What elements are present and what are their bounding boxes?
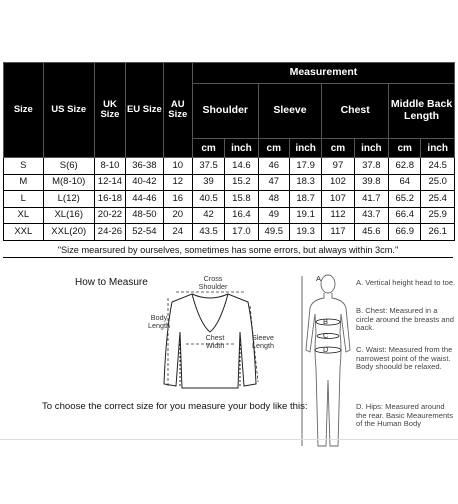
table-cell: 24.5 xyxy=(421,158,455,175)
header-au-size: AU Size xyxy=(163,63,192,158)
table-cell: 52-54 xyxy=(126,224,164,241)
table-cell: 47 xyxy=(258,174,289,191)
table-cell: 48 xyxy=(258,191,289,208)
size-table xyxy=(3,62,455,241)
divider xyxy=(0,439,458,440)
legend-item-b: B. Chest: Measured in a circle around the breasts and back. xyxy=(356,306,454,333)
header-us-size: US Size xyxy=(43,63,94,158)
measurement-note: "Size mearsured by ourselves, sometimes has some errors, but always within 3cm." xyxy=(3,245,453,258)
table-cell: 97 xyxy=(322,158,354,175)
table-cell: XL xyxy=(4,207,44,224)
table-cell: 39 xyxy=(192,174,224,191)
table-cell: 18.3 xyxy=(289,174,321,191)
table-cell: 8-10 xyxy=(94,158,125,175)
table-cell: 49.5 xyxy=(258,224,289,241)
table-cell: S xyxy=(4,158,44,175)
body-length-label: Body Length xyxy=(148,313,170,330)
table-cell: 20-22 xyxy=(94,207,125,224)
unit-header: cm xyxy=(389,139,421,158)
table-cell: 41.7 xyxy=(354,191,388,208)
table-cell: 19.1 xyxy=(289,207,321,224)
table-cell: 62.8 xyxy=(389,158,421,175)
header-sleeve: Sleeve xyxy=(258,84,322,139)
table-cell: 37.5 xyxy=(192,158,224,175)
unit-header: inch xyxy=(354,139,388,158)
table-cell: 17.9 xyxy=(289,158,321,175)
table-row xyxy=(4,207,455,224)
table-cell: XXL xyxy=(4,224,44,241)
table-cell: 43.7 xyxy=(354,207,388,224)
table-cell: 107 xyxy=(322,191,354,208)
figure-letter-a: A xyxy=(316,274,322,283)
table-cell: 18.7 xyxy=(289,191,321,208)
body-figure xyxy=(298,270,358,450)
table-cell: 14.6 xyxy=(225,158,258,175)
table-cell: 20 xyxy=(163,207,192,224)
figure-letter-d: D xyxy=(323,345,329,354)
table-cell: 16.4 xyxy=(225,207,258,224)
table-cell: 48-50 xyxy=(126,207,164,224)
table-cell: XXL(20) xyxy=(43,224,94,241)
table-cell: 15.2 xyxy=(225,174,258,191)
header-uk-size: UK Size xyxy=(94,63,125,158)
unit-header: cm xyxy=(258,139,289,158)
table-cell: 24 xyxy=(163,224,192,241)
legend-item-a: A. Vertical height head to toe. xyxy=(356,278,456,287)
table-cell: 42 xyxy=(192,207,224,224)
table-cell: 102 xyxy=(322,174,354,191)
header-middle-back-length: Middle Back Length xyxy=(389,84,455,139)
table-cell: 39.8 xyxy=(354,174,388,191)
table-row xyxy=(4,224,455,241)
header-measurement: Measurement xyxy=(192,63,454,84)
table-cell: 26.1 xyxy=(421,224,455,241)
table-cell: 40.5 xyxy=(192,191,224,208)
figure-letter-b: B xyxy=(323,317,329,326)
table-row xyxy=(4,158,455,175)
header-shoulder: Shoulder xyxy=(192,84,258,139)
table-cell: 25.9 xyxy=(421,207,455,224)
table-cell: 36-38 xyxy=(126,158,164,175)
table-cell: S(6) xyxy=(43,158,94,175)
chest-width-label: Chest Width xyxy=(205,333,225,350)
table-cell: 66.4 xyxy=(389,207,421,224)
table-cell: 25.0 xyxy=(421,174,455,191)
table-cell: 65.2 xyxy=(389,191,421,208)
table-cell: 66.9 xyxy=(389,224,421,241)
header-chest: Chest xyxy=(322,84,389,139)
cross-shoulder-label: Cross Shoulder xyxy=(198,274,228,291)
table-cell: 16 xyxy=(163,191,192,208)
unit-header: inch xyxy=(421,139,455,158)
jacket-diagram xyxy=(140,272,280,400)
table-cell: 112 xyxy=(322,207,354,224)
table-row xyxy=(4,191,455,208)
body-outline-illustration xyxy=(298,270,358,450)
how-to-measure-title: How to Measure xyxy=(75,277,148,288)
table-cell: 37.8 xyxy=(354,158,388,175)
table-cell: 25.4 xyxy=(421,191,455,208)
legend-item-c: C. Waist: Measured from the narrowest point of the waist. Body shoould be relaxed. xyxy=(356,345,453,372)
measure-tip: To choose the correct size for you measure your body like this: xyxy=(42,401,308,412)
table-cell: 24-26 xyxy=(94,224,125,241)
table-cell: 12-14 xyxy=(94,174,125,191)
figure-letter-c: C xyxy=(323,331,329,340)
table-cell: 44-46 xyxy=(126,191,164,208)
unit-header: inch xyxy=(289,139,321,158)
header-size: Size xyxy=(4,63,44,158)
table-cell: 15.8 xyxy=(225,191,258,208)
table-cell: 17.0 xyxy=(225,224,258,241)
table-cell: 43.5 xyxy=(192,224,224,241)
table-cell: 12 xyxy=(163,174,192,191)
table-cell: 10 xyxy=(163,158,192,175)
table-cell: 16-18 xyxy=(94,191,125,208)
table-cell: 19.3 xyxy=(289,224,321,241)
header-eu-size: EU Size xyxy=(126,63,164,158)
unit-header: cm xyxy=(192,139,224,158)
table-row xyxy=(4,174,455,191)
table-cell: 64 xyxy=(389,174,421,191)
table-cell: 117 xyxy=(322,224,354,241)
table-cell: 46 xyxy=(258,158,289,175)
unit-header: cm xyxy=(322,139,354,158)
table-cell: XL(16) xyxy=(43,207,94,224)
sleeve-length-label: Sleeve Length xyxy=(252,333,274,350)
table-cell: M xyxy=(4,174,44,191)
table-cell: 45.6 xyxy=(354,224,388,241)
legend-item-d: D. Hips: Measured around the rear. Basic Meaurements of the Human Body xyxy=(356,402,454,429)
table-cell: 40-42 xyxy=(126,174,164,191)
unit-header: inch xyxy=(225,139,258,158)
table-cell: L xyxy=(4,191,44,208)
table-cell: 49 xyxy=(258,207,289,224)
table-cell: M(8-10) xyxy=(43,174,94,191)
table-cell: L(12) xyxy=(43,191,94,208)
